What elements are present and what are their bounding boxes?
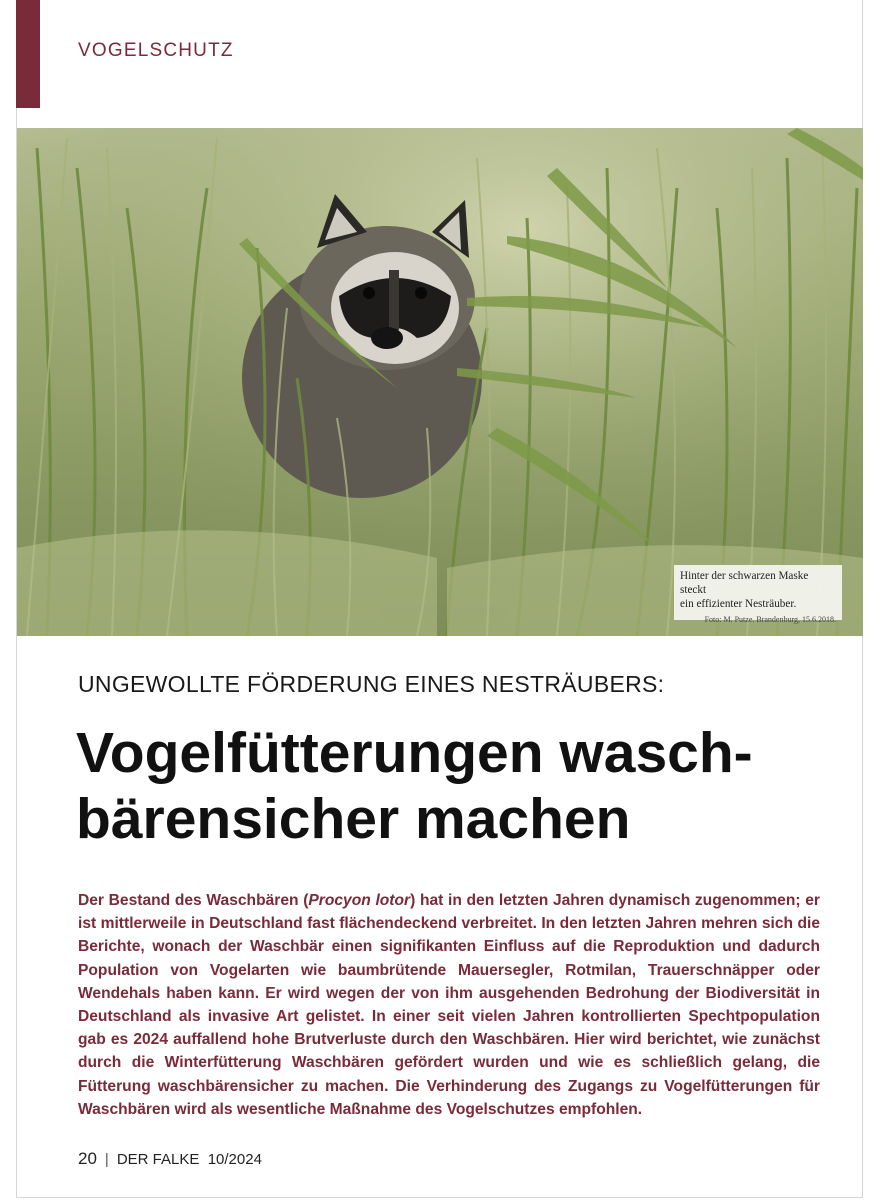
headline-line-1: Vogelfütterungen wasch- <box>76 721 753 785</box>
photo-credit: Foto: M. Putze. Brandenburg, 15.6.2018. <box>704 615 836 624</box>
lead-text-rest: ) hat in den letzten Jahren dynamisch zugenommen; er ist mittlerweile in Deutschland fast flächendeckend verbreitet. In den letzten Jahren mehren sich die Berichte, wonach der Waschbär einen signifikanten Einfluss auf die Reproduktion und dadurch Population von Vogelarten wie baumbrütende Mauersegler, Rotmilan, Trauerschnäpper oder Wendehals haben kann. Er wird wegen der von ihm ausgehenden Bedrohung der Biodiversität in Deutschland als invasive Art gelistet. In einer seit vielen Jahren kontrollierten Spechtpopulation gab es 2024 auffallend hohe Brutverluste durch den Waschbären. Hier wird berichtet, wie zunächst durch die Winterfütterung Waschbären gefördert wurden und wie es schließlich gelang, die Fütterung waschbärensicher zu machen. Die Verhinderung des Zugangs zu Vogelfütterungen für Waschbären wird als wesentliche Maßnahme des Vogelschutzes empfohlen. <box>78 892 820 1118</box>
page-footer <box>78 1149 262 1169</box>
magazine-name: DER FALKE <box>116 1151 200 1168</box>
headline-line-2: bärensicher machen <box>76 787 631 851</box>
lead-species-name: Procyon lotor <box>308 892 411 909</box>
article-headline <box>76 720 836 852</box>
issue-number: 10/2024 <box>207 1151 262 1168</box>
article-kicker: UNGEWOLLTE FÖRDERUNG EINES NESTRÄUBERS: <box>78 671 665 697</box>
section-label: VOGELSCHUTZ <box>78 40 234 61</box>
raccoon-photo <box>17 128 863 636</box>
caption-line-1: Hinter der schwarzen Maske steckt <box>680 570 809 596</box>
section-color-bar <box>16 0 40 108</box>
page-number: 20 <box>78 1149 97 1168</box>
caption-line-2: ein effizienter Nesträuber. <box>680 598 797 610</box>
photo-illustration <box>17 128 863 636</box>
article-lead <box>78 889 820 1121</box>
lead-text-start: Der Bestand des Waschbären ( <box>78 892 309 909</box>
photo-caption <box>674 565 842 624</box>
footer-separator: | <box>104 1151 109 1168</box>
